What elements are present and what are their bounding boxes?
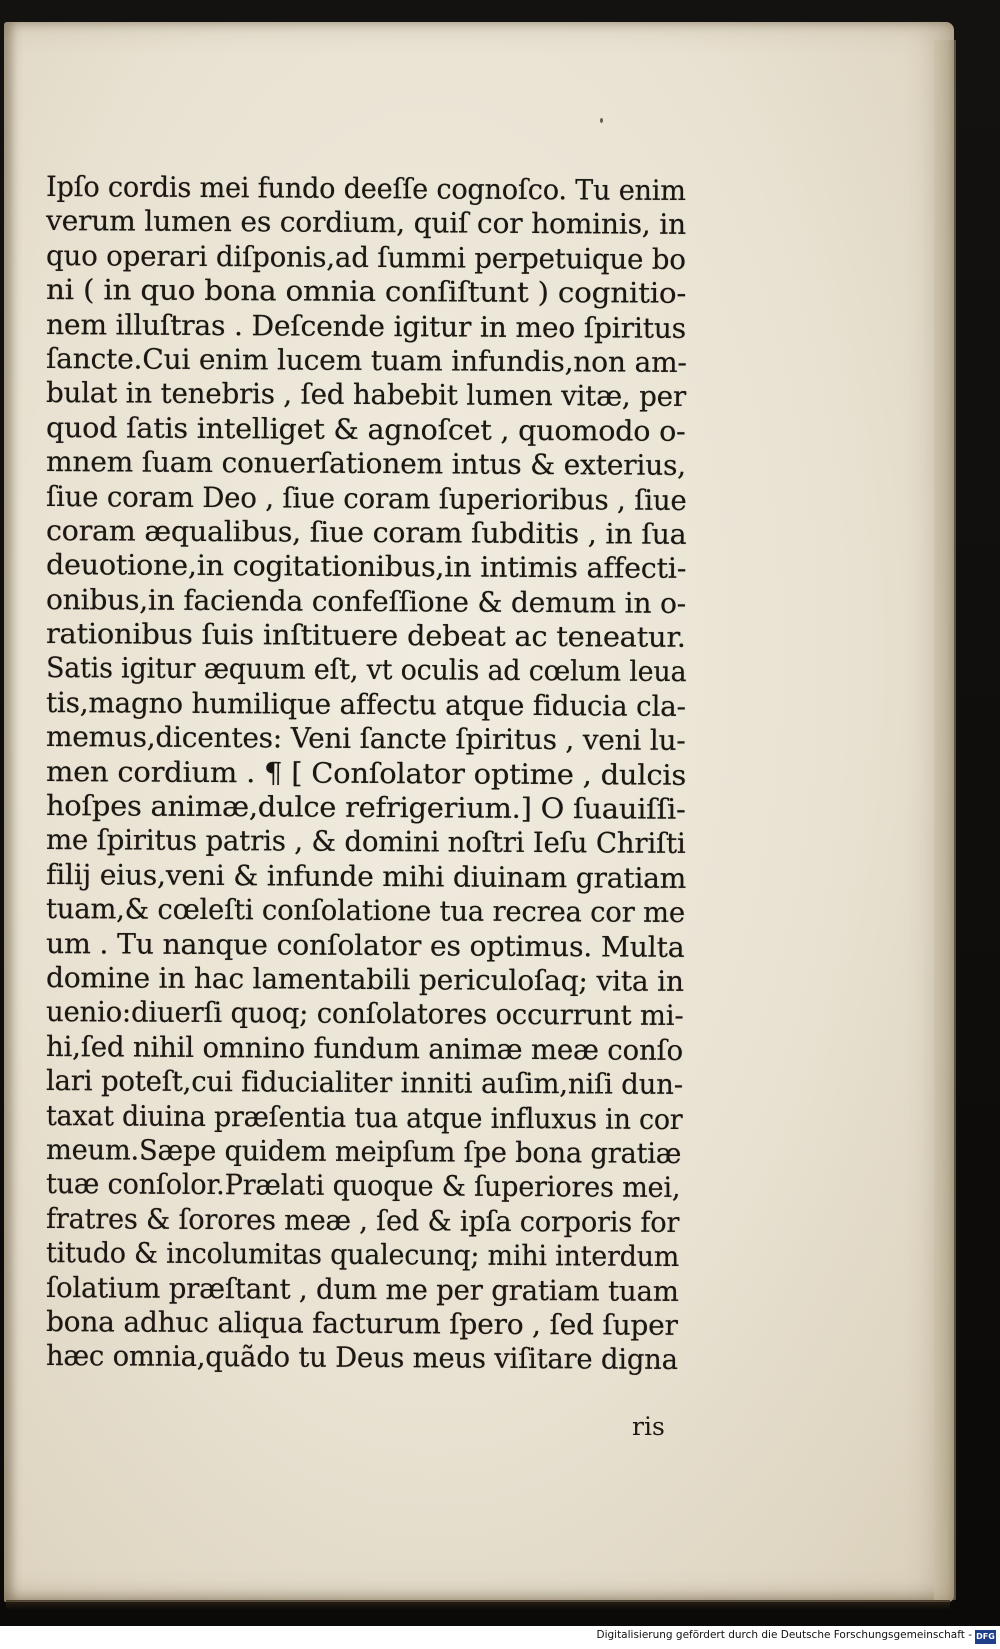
page-text [45,170,736,1377]
text-line: ſiue coram Deo , ſiue coram ſuperioribus , ſiue [45,479,687,517]
text-line: bona adhuc aliqua facturum ſpero , ſed ſuper [45,1304,678,1342]
text-line: deuotione,in cogitationibus,in intimis affecti- [45,548,687,586]
text-line: hæc omnia,quãdo tu Deus meus viſitare digna [45,1339,678,1377]
text-line: onibus,in facienda confeſſione & demum in o- [45,582,687,620]
text-line: coram æqualibus, ſiue coram ſubditis , in ſua [45,513,687,551]
text-line: quod ſatis intelliget & agnoſcet , quomodo o- [45,410,686,448]
ink-speck [600,118,603,123]
text-line: ni ( in quo bona omnia conſiſtunt ) cognitio- [45,273,687,310]
text-line: lari poteſt,cui fiducialiter inniti auſim,niſi dun- [45,1064,683,1102]
text-line: quo operari diſponis,ad ſummi perpetuique bo [45,238,686,276]
text-line: Satis igitur æquum eſt, vt oculis ad cœlum leua [45,651,687,689]
text-line: rationibus ſuis inſtituere debeat ac teneatur. [45,617,686,654]
text-line: uenio:diuerſi quoq; conſolatores occurrunt mi- [45,995,684,1033]
text-line: Ipſo cordis mei fundo deeſſe cognoſco. Tu enim [45,170,686,208]
dfg-logo: DFG [975,1630,996,1644]
catchword: ris [632,1412,665,1441]
footer-credit: Digitalisierung gefördert durch die Deutsche Forschungsgemeinschaft - [596,1629,972,1641]
text-line: titudo & incolumitas qualecunq; mihi interdum [45,1236,680,1274]
text-line: tuæ conſolor.Prælati quoque & ſuperiores mei, [45,1167,681,1205]
text-line: tis,magno humilique affectu atque fiducia cla- [45,685,686,723]
text-line: hi,ſed nihil omnino fundum animæ meæ conſo [45,1029,684,1067]
text-line: ſancte.Cui enim lucem tuam infundis,non am- [45,341,687,379]
text-line: hoſpes animæ,dulce refrigerium.] O ſuauiſſi- [45,789,686,826]
text-line: domine in hac lamentabili periculoſaq; vita in [45,960,684,998]
text-line: men cordium . ¶ [ Conſolator optime , dulcis [45,754,687,792]
text-line: taxat diuina præſentia tua atque influxus in cor [45,1098,683,1136]
text-line: um . Tu nanque conſolator es optimus. Multa [45,926,685,964]
footer-bar [0,1626,1000,1649]
page-edge [934,40,956,1600]
text-line: ſolatium præſtant , dum me per gratiam tuam [45,1270,679,1308]
text-line: tuam,& cœleſti conſolatione tua recrea cor me [45,892,686,930]
text-line: fratres & ſorores meæ , ſed & ipſa corporis for [45,1201,680,1239]
text-line: nem illuſtras . Deſcende igitur in meo ſpiritus [45,307,687,345]
text-line: me ſpiritus patris , & domini noſtri Ieſu Chriſti [45,823,686,861]
text-line: bulat in tenebris , ſed habebit lumen vitæ, per [45,376,687,414]
text-line: memus,dicentes: Veni ſancte ſpiritus , veni lu- [45,720,686,758]
text-line: filij eius,veni & infunde mihi diuinam gratiam [45,857,687,895]
text-line: verum lumen es cordium, quiſ cor hominis, in [45,204,687,242]
text-line: mnem ſuam conuerſationem intus & exterius, [45,445,687,483]
text-line: meum.Sæpe quidem meipſum ſpe bona gratiæ [45,1132,682,1170]
page-bottom-shadow [6,1600,950,1610]
